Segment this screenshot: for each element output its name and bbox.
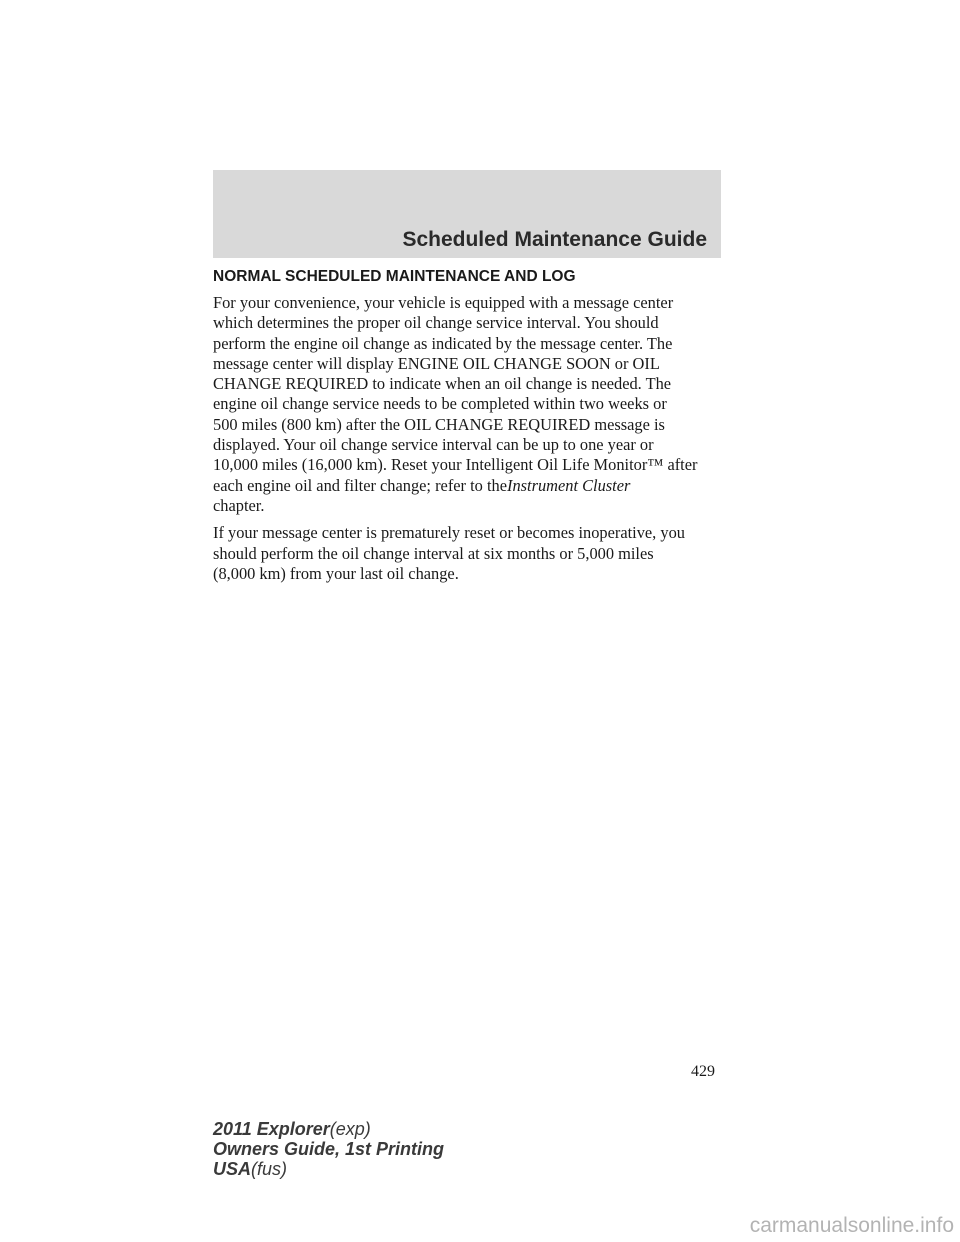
chapter-title: Scheduled Maintenance Guide	[402, 228, 707, 251]
footer-model: 2011 Explorer	[213, 1119, 330, 1139]
section-heading: NORMAL SCHEDULED MAINTENANCE AND LOG	[213, 268, 576, 285]
text-line: message center will display ENGINE OIL CHANGE SOON or OIL	[213, 353, 660, 373]
paragraph-oil-change-interval	[213, 293, 733, 516]
text-line: (8,000 km) from your last oil change.	[213, 563, 459, 583]
text-line: chapter.	[213, 495, 265, 515]
document-footer	[213, 1119, 444, 1179]
text-line: CHANGE REQUIRED to indicate when an oil change is needed. The	[213, 374, 672, 394]
text-line: displayed. Your oil change service interval can be up to one year or	[213, 435, 654, 455]
footer-printing: Owners Guide, 1st Printing	[213, 1139, 445, 1159]
footer-line-market	[213, 1159, 444, 1179]
footer-line-model	[213, 1119, 444, 1139]
paragraph-message-center-reset	[213, 523, 733, 584]
footer-model-code: (exp)	[329, 1119, 371, 1139]
site-watermark: carmanualsonline.info	[749, 1214, 954, 1237]
footer-market: USA	[213, 1159, 252, 1179]
text-line: For your convenience, your vehicle is equipped with a message center	[213, 293, 674, 312]
page-content	[213, 268, 733, 591]
text-line: If your message center is prematurely reset or becomes inoperative, you	[213, 523, 685, 543]
footer-market-code: (fus)	[251, 1159, 288, 1179]
text-line: engine oil change service needs to be completed within two weeks or	[213, 394, 667, 414]
text-line	[213, 476, 733, 496]
text-line: should perform the oil change interval at six months or 5,000 miles	[213, 543, 654, 563]
text-line: perform the engine oil change as indicated by the message center. The	[213, 333, 673, 353]
text-line: 10,000 miles (16,000 km). Reset your Intelligent Oil Life Monitor™ after	[213, 455, 698, 475]
text-line: which determines the proper oil change service interval. You should	[213, 313, 659, 333]
text-fragment: each engine oil and filter change; refer to the	[213, 475, 507, 495]
page-number: 429	[691, 1063, 715, 1080]
chapter-header-band	[213, 170, 721, 258]
instrument-cluster-reference: Instrument Cluster	[506, 475, 631, 495]
text-line: 500 miles (800 km) after the OIL CHANGE REQUIRED message is	[213, 414, 665, 434]
